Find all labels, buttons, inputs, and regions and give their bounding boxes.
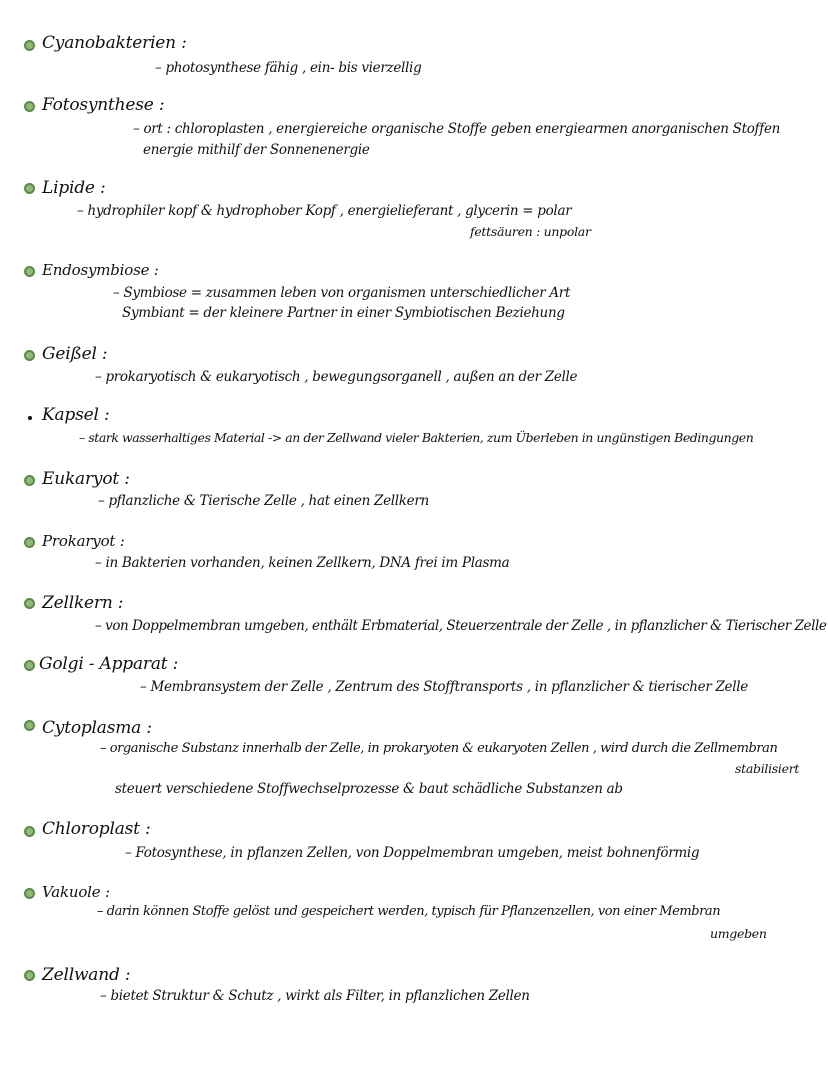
entry-term: Endosymbiose : (42, 261, 159, 279)
entry-term: Lipide : (42, 178, 106, 198)
bullet-icon (24, 350, 35, 361)
entry-line: Symbiant = der kleinere Partner in einer Symbiotischen Beziehung (122, 305, 565, 321)
entry-line: steuert verschiedene Stoffwechselprozesse & baut schädliche Substanzen ab (115, 781, 623, 797)
entry-term: Zellwand : (42, 965, 131, 985)
bullet-icon (24, 537, 35, 548)
entry-term: Geißel : (42, 344, 108, 364)
entry-line: fettsäuren : unpolar (470, 224, 591, 239)
entry-line: – organische Substanz innerhalb der Zelle, in prokaryoten & eukaryoten Zellen , wird durch die Zellmembran (100, 741, 778, 756)
entry-term: Cyanobakterien : (42, 33, 187, 53)
bullet-icon (24, 475, 35, 486)
entry-line: – Fotosynthese, in pflanzen Zellen, von Doppelmembran umgeben, meist bohnenförmig (125, 845, 700, 861)
entry-line: – Membransystem der Zelle , Zentrum des Stofftransports , in pflanzlicher & tierischer Zelle (140, 679, 748, 695)
bullet-icon (24, 888, 35, 899)
bullet-icon (24, 266, 35, 277)
entry-line: – pflanzliche & Tierische Zelle , hat einen Zellkern (98, 493, 429, 509)
bullet-icon (24, 660, 35, 671)
bullet-icon (24, 183, 35, 194)
entry-term: Fotosynthese : (42, 95, 165, 115)
entry-line: – prokaryotisch & eukaryotisch , bewegungsorganell , außen an der Zelle (95, 369, 578, 385)
entry-line: stabilisiert (735, 761, 800, 776)
entry-term: Eukaryot : (42, 469, 130, 489)
entry-term: Zellkern : (42, 593, 124, 613)
bullet-icon (28, 416, 32, 420)
entry-line: umgeben (710, 926, 767, 941)
entry-term: Vakuole : (42, 883, 110, 901)
bullet-icon (24, 970, 35, 981)
entry-line: – ort : chloroplasten , energiereiche organische Stoffe geben energiearmen anorganischen Stoffen (133, 121, 781, 137)
entry-line: energie mithilf der Sonnenenergie (143, 142, 370, 158)
bullet-icon (24, 720, 35, 731)
entry-line: – darin können Stoffe gelöst und gespeichert werden, typisch für Pflanzenzellen, von einer Membran (97, 904, 721, 919)
entry-line: – photosynthese fähig , ein- bis vierzellig (155, 60, 422, 76)
entry-term: Kapsel : (42, 405, 110, 425)
entry-line: – in Bakterien vorhanden, keinen Zellkern, DNA frei im Plasma (95, 555, 510, 571)
entry-line: – von Doppelmembran umgeben, enthält Erbmaterial, Steuerzentrale der Zelle , in pflanzlicher & Tierischer Zelle (95, 618, 827, 634)
entry-term: Cytoplasma : (42, 718, 152, 738)
bullet-icon (24, 40, 35, 51)
entry-term: Chloroplast : (42, 819, 151, 839)
entry-line: – bietet Struktur & Schutz , wirkt als Filter, in pflanzlichen Zellen (100, 988, 530, 1004)
entry-line: – hydrophiler kopf & hydrophober Kopf , energielieferant , glycerin = polar (77, 203, 572, 219)
entry-line: – stark wasserhaltiges Material -> an der Zellwand vieler Bakterien, zum Überleben in ungünstigen Bedingungen (79, 430, 754, 445)
entry-term: Golgi - Apparat : (39, 654, 179, 674)
bullet-icon (24, 598, 35, 609)
bullet-icon (24, 826, 35, 837)
entry-line: – Symbiose = zusammen leben von organismen unterschiedlicher Art (113, 285, 571, 301)
entry-term: Prokaryot : (42, 532, 125, 550)
bullet-icon (24, 101, 35, 112)
